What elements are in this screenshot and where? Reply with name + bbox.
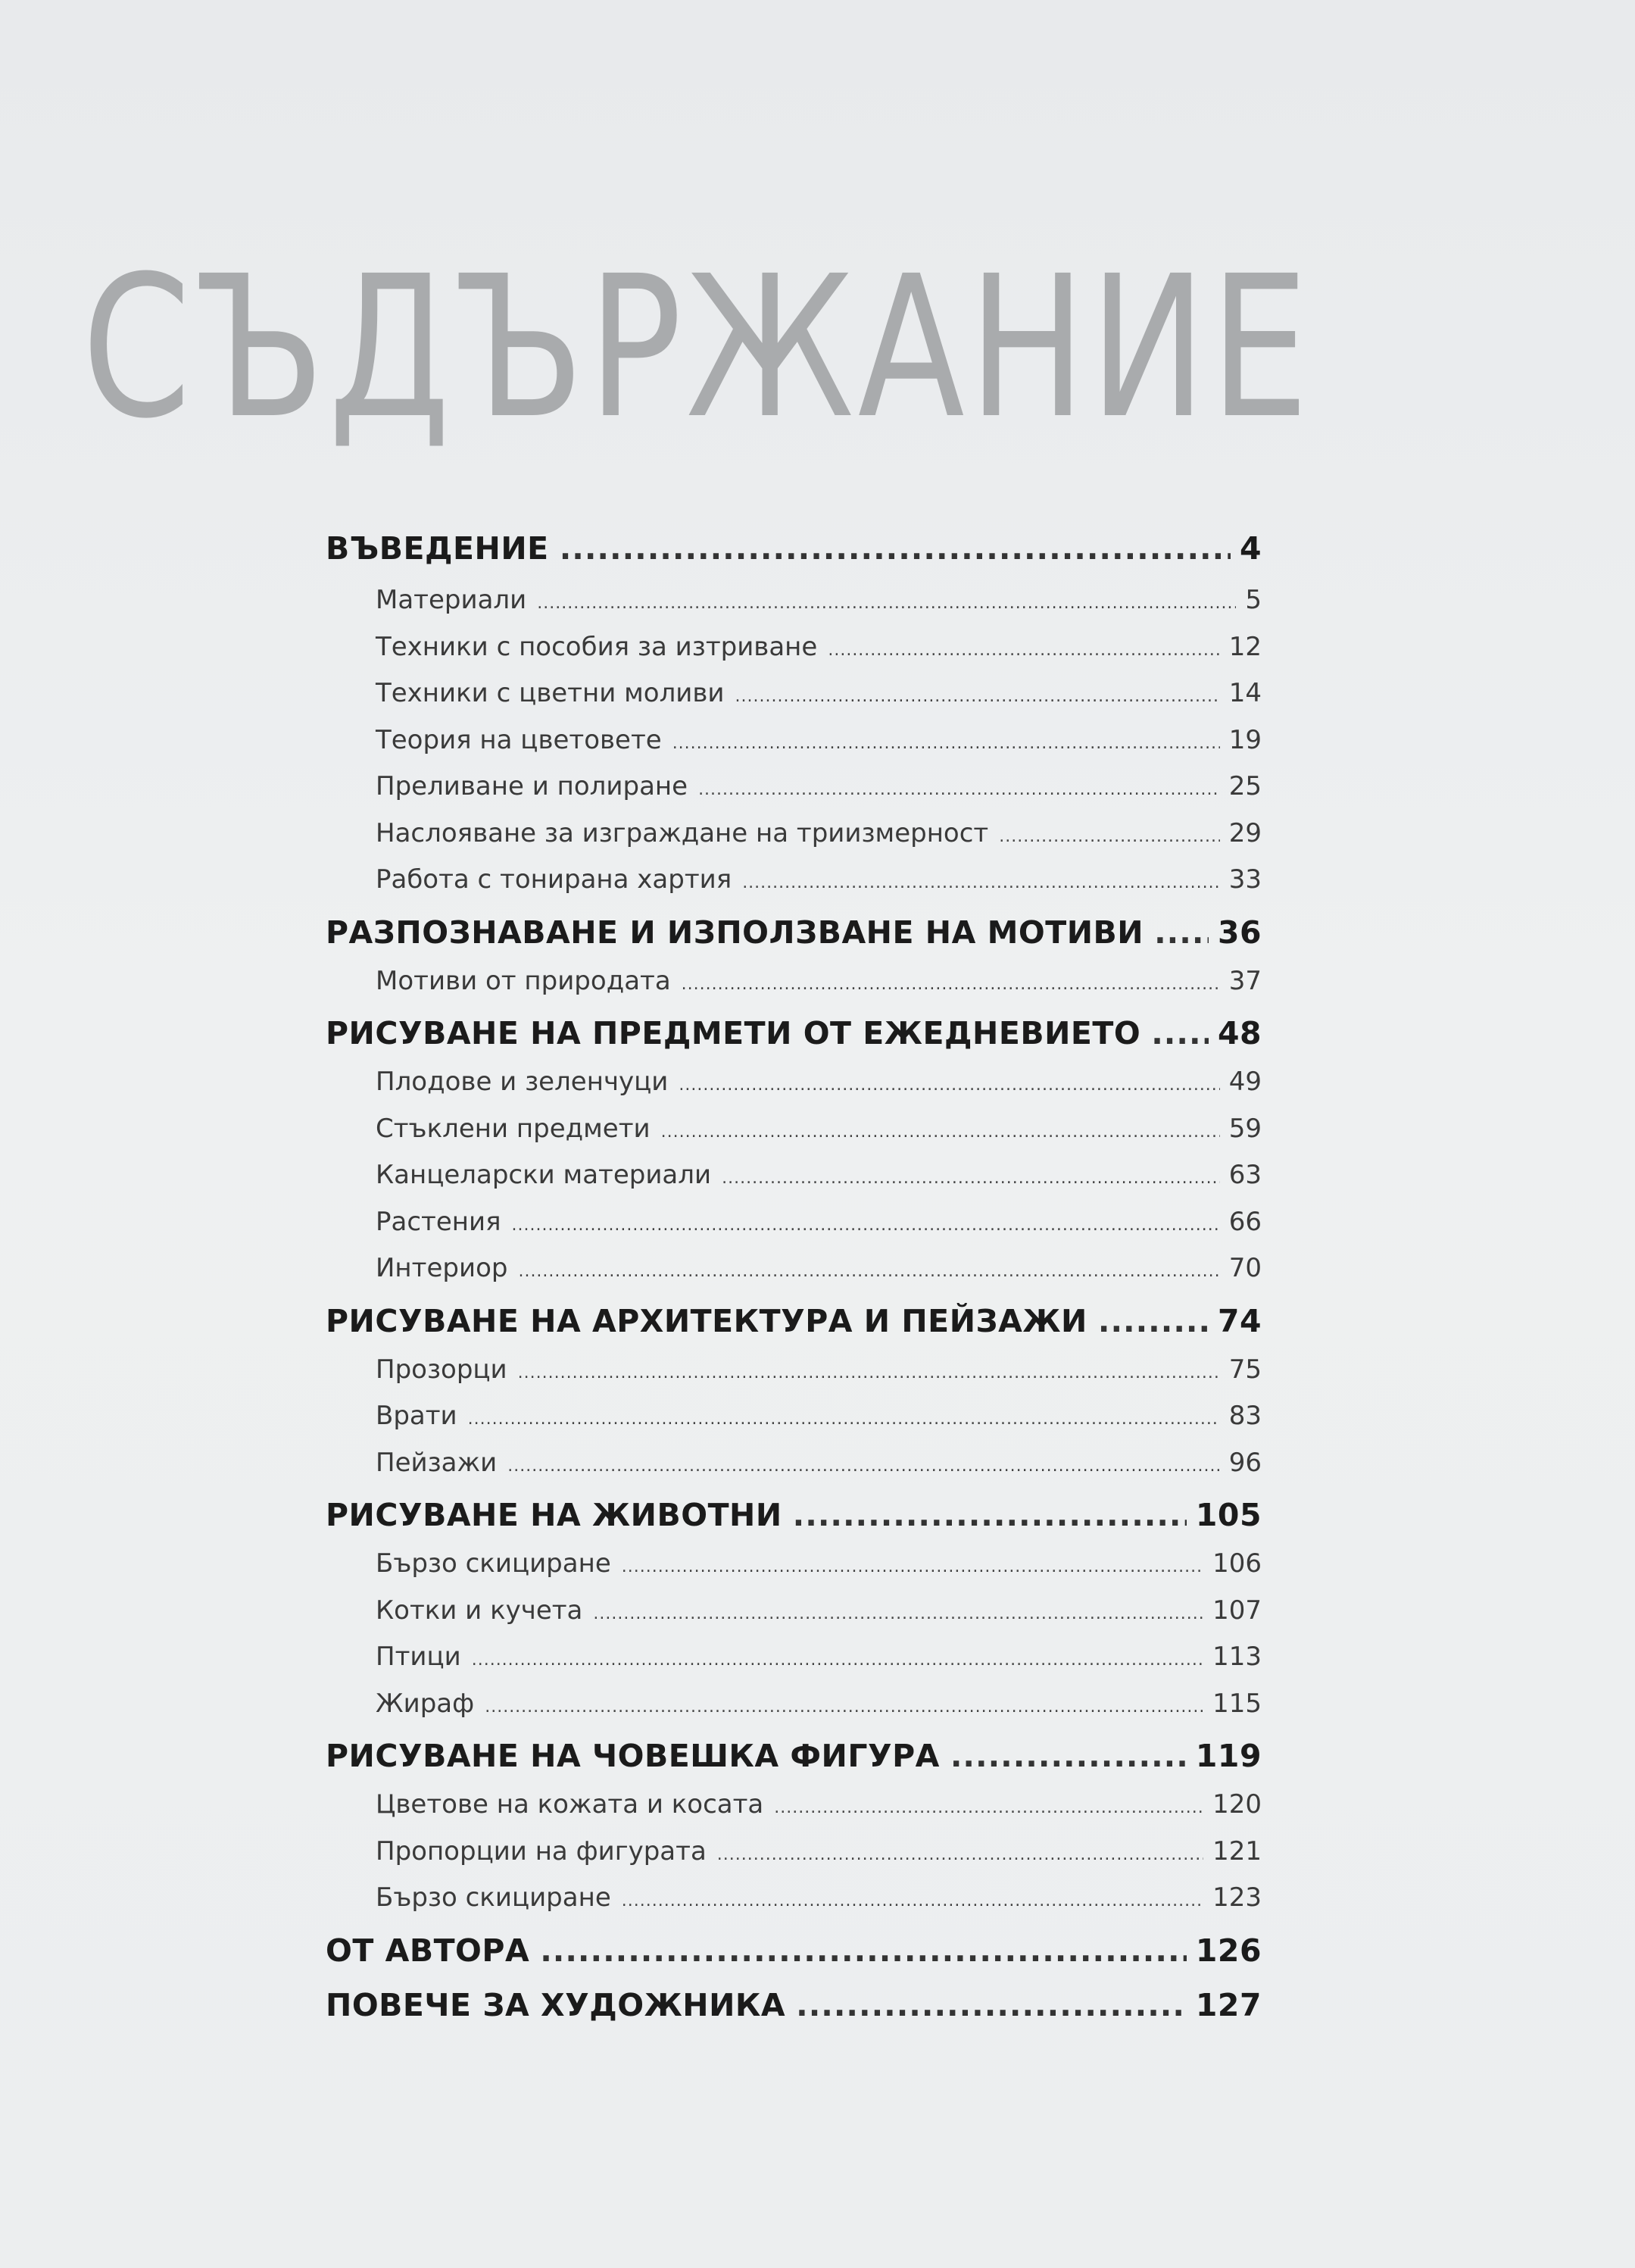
toc-subsection[interactable]: [326, 670, 1262, 717]
page-number: 105: [1195, 1497, 1262, 1533]
page-number: 66: [1228, 1206, 1262, 1237]
dot-leader: [793, 1489, 1187, 1541]
page-number: 113: [1212, 1642, 1262, 1672]
dot-leader: [468, 1396, 1220, 1443]
dot-leader: [682, 961, 1220, 1008]
toc-subsection[interactable]: [326, 1588, 1262, 1635]
page-number: 127: [1195, 1986, 1262, 2023]
toc-subsection[interactable]: [326, 1106, 1262, 1153]
page-number: 14: [1228, 678, 1262, 708]
toc-subsection[interactable]: [326, 577, 1262, 624]
chapter-title: ПОВЕЧЕ ЗА ХУДОЖНИКА: [326, 1986, 786, 2023]
page-number: 25: [1228, 771, 1262, 801]
page-number: 12: [1228, 631, 1262, 662]
toc-chapter[interactable]: [326, 1007, 1262, 1059]
subsection-title: Материали: [376, 585, 527, 615]
dot-leader: [950, 1730, 1187, 1782]
dot-leader: [828, 627, 1219, 674]
page-number: 107: [1212, 1595, 1262, 1626]
dot-leader: [698, 767, 1220, 814]
dot-leader: [735, 673, 1220, 720]
subsection-title: Наслояване за изграждане на триизмерност: [376, 817, 989, 848]
subsection-title: Жираф: [376, 1688, 475, 1719]
chapter-title: РИСУВАНЕ НА ПРЕДМЕТИ ОТ ЕЖЕДНЕВИЕТО: [326, 1015, 1141, 1051]
subsection-title: Бързо скициране: [376, 1882, 611, 1913]
dot-leader: [672, 720, 1220, 767]
dot-leader: [722, 1155, 1220, 1202]
page-number: 96: [1228, 1447, 1262, 1478]
subsection-title: Теория на цветовете: [376, 724, 662, 755]
subsection-title: Преливане и полиране: [376, 771, 688, 801]
toc-subsection[interactable]: [326, 1829, 1262, 1876]
subsection-title: Прозорци: [376, 1354, 507, 1385]
toc-chapter[interactable]: [326, 1979, 1262, 2031]
page-number: 19: [1228, 724, 1262, 755]
page-number: 120: [1212, 1789, 1262, 1820]
dot-leader: [622, 1878, 1203, 1925]
toc-subsection[interactable]: [326, 1440, 1262, 1487]
page-number: 33: [1228, 864, 1262, 895]
toc-subsection[interactable]: [326, 958, 1262, 1005]
subsection-title: Пропорции на фигурата: [376, 1835, 707, 1867]
dot-leader: [717, 1832, 1203, 1879]
chapter-title: РИСУВАНЕ НА ЧОВЕШКА ФИГУРА: [326, 1738, 940, 1774]
page-number: 48: [1217, 1015, 1262, 1051]
subsection-title: Стъклени предмети: [376, 1113, 651, 1144]
dot-leader: [593, 1591, 1203, 1638]
dot-leader: [507, 1443, 1220, 1490]
page-number: 59: [1228, 1113, 1262, 1144]
dot-leader: [742, 860, 1220, 907]
subsection-title: Работа с тонирана хартия: [376, 864, 732, 895]
dot-leader: [1151, 1007, 1209, 1059]
dot-leader: [518, 1248, 1219, 1295]
toc-subsection[interactable]: [326, 1152, 1262, 1199]
page-number: 49: [1228, 1067, 1262, 1097]
dot-leader: [1154, 907, 1209, 958]
dot-leader: [560, 520, 1231, 577]
subsection-title: Бързо скициране: [376, 1548, 611, 1579]
toc-subsection[interactable]: [326, 717, 1262, 764]
dot-leader: [622, 1544, 1203, 1591]
toc-subsection[interactable]: [326, 1347, 1262, 1394]
page-number: 121: [1212, 1835, 1262, 1867]
toc-subsection[interactable]: [326, 1782, 1262, 1829]
toc-chapter[interactable]: [326, 520, 1262, 577]
toc-subsection[interactable]: [326, 1059, 1262, 1106]
page-number: 115: [1212, 1688, 1262, 1719]
page-number: 63: [1228, 1160, 1262, 1190]
dot-leader: [512, 1202, 1220, 1249]
dot-leader: [540, 1925, 1187, 1976]
page-number: 4: [1239, 530, 1262, 567]
subsection-title: Пейзажи: [376, 1447, 498, 1478]
toc-subsection[interactable]: [326, 1199, 1262, 1246]
chapter-title: РИСУВАНЕ НА ЖИВОТНИ: [326, 1497, 782, 1533]
table-of-contents: [326, 520, 1262, 2031]
page-title: СЪДЪРЖАНИЕ: [82, 234, 1313, 461]
subsection-title: Котки и кучета: [376, 1595, 583, 1626]
page-number: 106: [1212, 1548, 1262, 1579]
page-number: 123: [1212, 1882, 1262, 1913]
page-number: 75: [1228, 1354, 1262, 1385]
dot-leader: [679, 1062, 1219, 1109]
chapter-title: РИСУВАНЕ НА АРХИТЕКТУРА И ПЕЙЗАЖИ: [326, 1302, 1087, 1339]
toc-subsection[interactable]: [326, 624, 1262, 671]
subsection-title: Птици: [376, 1642, 461, 1672]
page-number: 126: [1195, 1932, 1262, 1969]
toc-chapter[interactable]: [326, 1925, 1262, 1976]
page-number: 74: [1217, 1302, 1262, 1339]
dot-leader: [661, 1109, 1220, 1156]
toc-subsection[interactable]: [326, 811, 1262, 858]
toc-subsection[interactable]: [326, 1634, 1262, 1681]
toc-chapter[interactable]: [326, 907, 1262, 958]
chapter-title: ОТ АВТОРА: [326, 1932, 530, 1969]
subsection-title: Техники с пособия за изтриване: [376, 631, 818, 662]
subsection-title: Цветове на кожата и косата: [376, 1789, 764, 1820]
chapter-title: ВЪВЕДЕНИЕ: [326, 530, 549, 567]
subsection-title: Канцеларски материали: [376, 1160, 712, 1190]
subsection-title: Техники с цветни моливи: [376, 678, 725, 708]
page-number: 119: [1195, 1738, 1262, 1774]
dot-leader: [472, 1637, 1203, 1684]
toc-subsection[interactable]: [326, 1681, 1262, 1728]
subsection-title: Плодове и зеленчуци: [376, 1067, 669, 1097]
toc-subsection[interactable]: [326, 764, 1262, 811]
subsection-title: Мотиви от природата: [376, 965, 671, 996]
chapter-title: РАЗПОЗНАВАНЕ И ИЗПОЛЗВАНЕ НА МОТИВИ: [326, 914, 1144, 951]
toc-subsection[interactable]: [326, 1393, 1262, 1440]
page-number: 83: [1228, 1401, 1262, 1431]
toc-chapter[interactable]: [326, 1489, 1262, 1541]
dot-leader: [518, 1350, 1220, 1397]
dot-leader: [796, 1979, 1187, 2031]
dot-leader: [485, 1684, 1203, 1731]
page-number: 36: [1217, 914, 1262, 951]
page-number: 29: [1228, 817, 1262, 848]
dot-leader: [537, 580, 1236, 627]
toc-chapter[interactable]: [326, 1295, 1262, 1347]
toc-subsection[interactable]: [326, 1875, 1262, 1922]
subsection-title: Врати: [376, 1401, 457, 1431]
toc-chapter[interactable]: [326, 1730, 1262, 1782]
toc-subsection[interactable]: [326, 1541, 1262, 1588]
page-number: 70: [1228, 1253, 1262, 1283]
page-number: 37: [1228, 965, 1262, 996]
toc-subsection[interactable]: [326, 857, 1262, 904]
page-number: 5: [1245, 585, 1262, 615]
toc-subsection[interactable]: [326, 1245, 1262, 1292]
dot-leader: [1098, 1295, 1209, 1347]
subsection-title: Интериор: [376, 1253, 508, 1283]
dot-leader: [774, 1785, 1203, 1832]
subsection-title: Растения: [376, 1206, 501, 1237]
dot-leader: [999, 814, 1220, 861]
